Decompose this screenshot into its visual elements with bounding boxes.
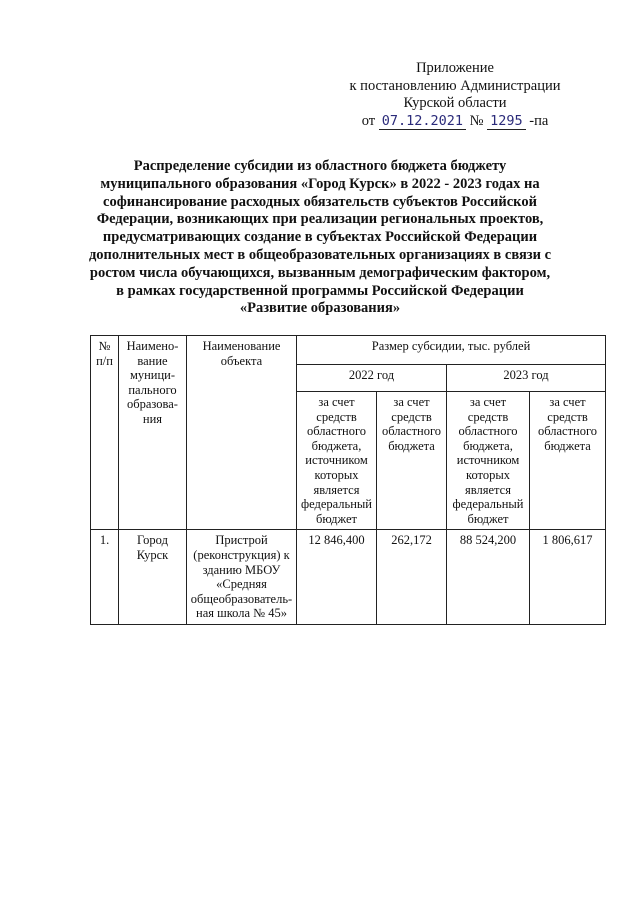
header-year-2022: 2022 год <box>297 365 447 392</box>
title-line: муниципального образования «Город Курск» в 2022 - 2023 годах на <box>100 175 540 192</box>
number-sign: № <box>469 112 484 129</box>
subsidy-table <box>90 335 606 625</box>
header-fed-2022: за счет средств областного бюджета, источником которых является федеральный бюджет <box>297 392 377 530</box>
title-line: предусматривающих создание в субъектах Российской Федерации <box>102 229 538 246</box>
title-line: «Развитие образования» <box>239 300 401 317</box>
number-value: 1295 <box>487 113 526 130</box>
header-reg-2022: за счет средств областного бюджета <box>377 392 447 530</box>
appendix-resolution: к постановлению Администрации <box>349 77 561 94</box>
appendix-date-line <box>300 113 610 131</box>
document-title <box>60 158 580 318</box>
row-num: 1. <box>91 530 119 625</box>
row-fed-2022: 12 846,400 <box>297 530 377 625</box>
header-fed-2023: за счет средств областного бюджета, источником которых является федеральный бюджет <box>447 392 530 530</box>
title-line: дополнительных мест в общеобразовательных организациях в связи с <box>88 246 552 263</box>
header-municipality: Наимено- вание муници- пального образова- ния <box>119 336 187 530</box>
header-year-2023: 2023 год <box>447 365 606 392</box>
header-object: Наименование объекта <box>187 336 297 530</box>
row-reg-2022: 262,172 <box>377 530 447 625</box>
header-subsidy-size: Размер субсидии, тыс. рублей <box>297 336 606 365</box>
row-reg-2023: 1 806,617 <box>530 530 606 625</box>
appendix-region: Курской области <box>403 95 507 111</box>
header-num: № п/п <box>91 336 119 530</box>
row-object: Пристрой (реконструкция) к зданию МБОУ «Средняя общеобразователь- ная школа № 45» <box>187 530 297 625</box>
title-line: Распределение субсидии из областного бюджета бюджету <box>133 158 507 174</box>
appendix-block <box>300 60 610 130</box>
appendix-title: Приложение <box>416 60 494 76</box>
row-fed-2023: 88 524,200 <box>447 530 530 625</box>
header-reg-2023: за счет средств областного бюджета <box>530 392 606 530</box>
title-line: Федерации, возникающих при реализации региональных проектов, <box>96 211 544 228</box>
date-value: 07.12.2021 <box>379 113 466 130</box>
title-line: в рамках государственной программы Российской Федерации <box>116 282 524 299</box>
table-row <box>91 530 606 625</box>
title-line: ростом числа обучающихся, вызванным демографическим фактором, <box>89 264 551 281</box>
date-prefix: от <box>361 112 376 129</box>
number-suffix: -па <box>529 112 549 129</box>
title-line: софинансирование расходных обязательств субъектов Российской <box>103 193 537 210</box>
row-municipality: Город Курск <box>119 530 187 625</box>
